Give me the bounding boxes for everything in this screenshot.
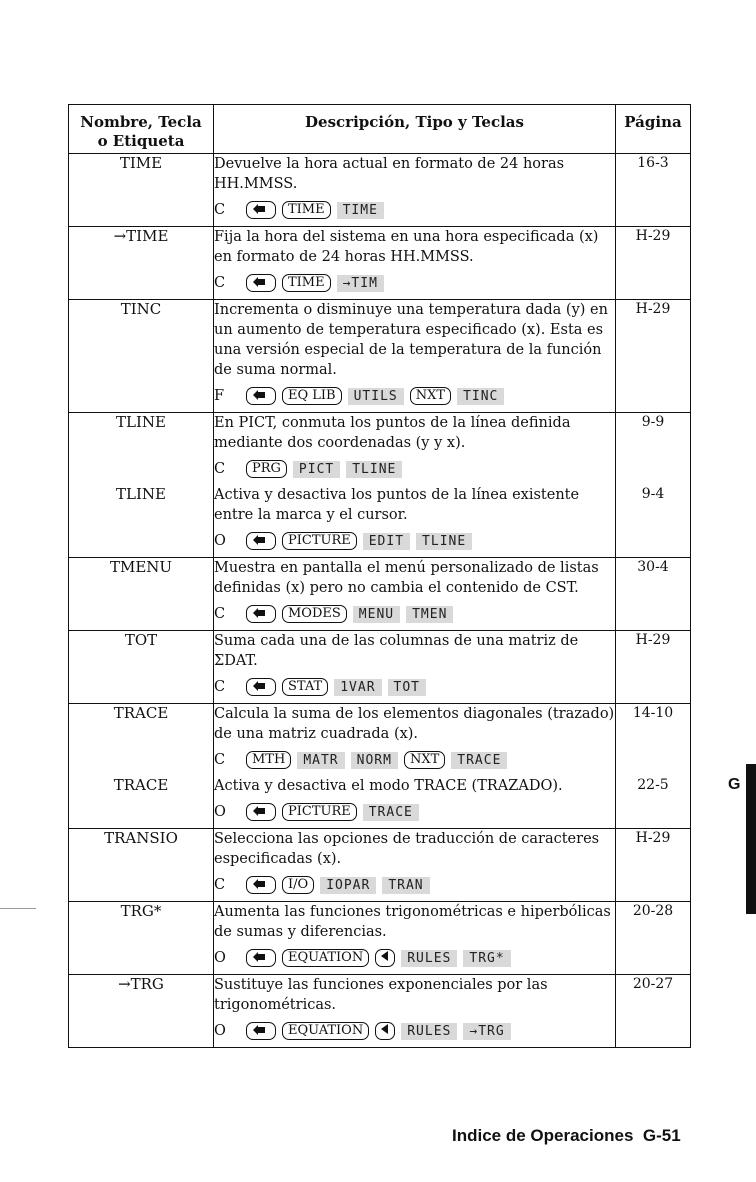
operation-description: Fija la hora del sistema en una hora especificada (x) en formato de 24 horas HH.MMSS. — [214, 229, 599, 265]
operation-type: C — [214, 679, 226, 695]
calculator-key: MODES — [282, 605, 347, 623]
left-shift-key-icon — [246, 605, 276, 623]
footer-page-number: G-51 — [642, 1126, 681, 1145]
key-sequence — [214, 384, 615, 408]
calculator-key: STAT — [282, 678, 328, 696]
menu-softkey: TLINE — [346, 461, 402, 478]
operation-type: F — [214, 388, 225, 404]
operations-table — [68, 104, 691, 1048]
calculator-key: MTH — [246, 751, 291, 769]
page-reference: 16-3 — [616, 154, 691, 227]
operation-type: C — [214, 461, 226, 477]
operation-type: C — [214, 606, 226, 622]
operation-description: Selecciona las opciones de traducción de caracteres especificadas (x). — [214, 831, 600, 867]
key-sequence — [214, 675, 615, 699]
menu-softkey: UTILS — [348, 388, 404, 405]
menu-softkey: NORM — [351, 752, 398, 769]
menu-softkey: TINC — [457, 388, 504, 405]
operation-type: O — [214, 1023, 226, 1039]
scan-line — [0, 908, 36, 909]
menu-softkey: →TRG — [463, 1023, 510, 1040]
table-row — [69, 829, 691, 902]
key-sequence — [214, 1019, 615, 1043]
operation-description-cell — [214, 704, 616, 777]
key-sequence — [214, 198, 615, 222]
left-shift-key-icon — [246, 678, 276, 696]
page-reference: 20-28 — [616, 902, 691, 975]
page-reference: 14-10 — [616, 704, 691, 777]
page-reference: 30-4 — [616, 558, 691, 631]
operation-type: C — [214, 752, 226, 768]
operation-description: Muestra en pantalla el menú personalizado de listas definidas (x) pero no cambia el contenido de CST. — [214, 560, 599, 596]
left-shift-key-icon — [246, 201, 276, 219]
calculator-key: EQ LIB — [282, 387, 342, 405]
operation-name: →TIME — [69, 227, 214, 300]
calculator-key: PICTURE — [282, 803, 357, 821]
menu-softkey: TRG* — [463, 950, 510, 967]
menu-softkey: 1VAR — [334, 679, 381, 696]
left-shift-key-icon — [246, 274, 276, 292]
operation-description-cell — [214, 776, 616, 829]
table-row — [69, 227, 691, 300]
operation-description: Suma cada una de las columnas de una matriz de ΣDAT. — [214, 633, 579, 669]
operation-name: TMENU — [69, 558, 214, 631]
menu-softkey: MATR — [297, 752, 344, 769]
key-sequence — [214, 271, 615, 295]
section-tab-bar — [746, 764, 756, 914]
operation-description: Devuelve la hora actual en formato de 24 horas HH.MMSS. — [214, 156, 565, 192]
operation-description: Sustituye las funciones exponenciales por las trigonométricas. — [214, 977, 548, 1013]
table-row — [69, 485, 691, 558]
calculator-key: TIME — [282, 201, 331, 219]
calculator-key: I/O — [282, 876, 314, 894]
operation-description: Activa y desactiva el modo TRACE (TRAZADO). — [214, 778, 563, 794]
page-footer — [452, 1126, 681, 1146]
left-shift-key-icon — [246, 532, 276, 550]
page-reference: H-29 — [616, 829, 691, 902]
operation-description: Calcula la suma de los elementos diagonales (trazado) de una matriz cuadrada (x). — [214, 706, 615, 742]
operation-name: TLINE — [69, 413, 214, 486]
menu-softkey: MENU — [353, 606, 400, 623]
menu-softkey: TOT — [388, 679, 426, 696]
table-row — [69, 902, 691, 975]
key-sequence — [214, 873, 615, 897]
operation-description-cell — [214, 975, 616, 1048]
operation-description-cell — [214, 631, 616, 704]
header-page: Página — [616, 105, 691, 154]
menu-softkey: TLINE — [416, 533, 472, 550]
table-header-row — [69, 105, 691, 154]
page-reference: 9-9 — [616, 413, 691, 486]
footer-section: Indice de Operaciones — [452, 1126, 634, 1145]
section-tab-letter: G — [728, 776, 741, 793]
operation-description-cell — [214, 829, 616, 902]
menu-softkey: EDIT — [363, 533, 410, 550]
operation-name: TOT — [69, 631, 214, 704]
menu-softkey: TRACE — [451, 752, 507, 769]
calculator-key: PICTURE — [282, 532, 357, 550]
operation-description-cell — [214, 413, 616, 486]
key-sequence — [214, 800, 615, 824]
left-arrow-key-icon — [375, 949, 395, 967]
key-sequence — [214, 602, 615, 626]
operation-name: TINC — [69, 300, 214, 413]
left-shift-key-icon — [246, 876, 276, 894]
menu-softkey: TRAN — [382, 877, 429, 894]
operation-description-cell — [214, 300, 616, 413]
page-reference: 20-27 — [616, 975, 691, 1048]
operation-name: TLINE — [69, 485, 214, 558]
operation-type: O — [214, 804, 226, 820]
page-reference: 9-4 — [616, 485, 691, 558]
menu-softkey: RULES — [401, 950, 457, 967]
operation-name: TRG* — [69, 902, 214, 975]
operation-description-cell — [214, 154, 616, 227]
calculator-key: PRG — [246, 460, 287, 478]
table-row — [69, 631, 691, 704]
menu-softkey: TMEN — [406, 606, 453, 623]
calculator-key: EQUATION — [282, 949, 369, 967]
header-description: Descripción, Tipo y Teclas — [214, 105, 616, 154]
page-reference: H-29 — [616, 300, 691, 413]
operation-description: Activa y desactiva los puntos de la línea existente entre la marca y el cursor. — [214, 487, 580, 523]
menu-softkey: TIME — [337, 202, 384, 219]
operation-description-cell — [214, 485, 616, 558]
left-arrow-key-icon — [375, 1022, 395, 1040]
table-row — [69, 776, 691, 829]
header-name: Nombre, Tecla o Etiqueta — [69, 105, 214, 154]
operation-description-cell — [214, 558, 616, 631]
operation-description: Incrementa o disminuye una temperatura dada (y) en un aumento de temperatura especificado (x). Esta es una versión especial de la temperatura de la función de suma normal. — [214, 302, 608, 378]
operation-type: C — [214, 275, 226, 291]
menu-softkey: RULES — [401, 1023, 457, 1040]
operation-description: Aumenta las funciones trigonométricas e hiperbólicas de sumas y diferencias. — [214, 904, 611, 940]
left-shift-key-icon — [246, 1022, 276, 1040]
table-row — [69, 413, 691, 486]
table-row — [69, 704, 691, 777]
table-row — [69, 154, 691, 227]
calculator-key: TIME — [282, 274, 331, 292]
operation-name: TRANSIO — [69, 829, 214, 902]
operation-name: →TRG — [69, 975, 214, 1048]
table-row — [69, 300, 691, 413]
table-row — [69, 558, 691, 631]
menu-softkey: PICT — [293, 461, 340, 478]
menu-softkey: TRACE — [363, 804, 419, 821]
table-row — [69, 975, 691, 1048]
left-shift-key-icon — [246, 803, 276, 821]
key-sequence — [214, 457, 615, 481]
operation-type: O — [214, 533, 226, 549]
page-reference: H-29 — [616, 227, 691, 300]
calculator-key: NXT — [410, 387, 451, 405]
key-sequence — [214, 748, 615, 772]
operation-description: En PICT, conmuta los puntos de la línea definida mediante dos coordenadas (y y x). — [214, 415, 571, 451]
operation-type: C — [214, 202, 226, 218]
operation-name: TIME — [69, 154, 214, 227]
page-reference: H-29 — [616, 631, 691, 704]
key-sequence — [214, 946, 615, 970]
operation-type: O — [214, 950, 226, 966]
operation-name: TRACE — [69, 776, 214, 829]
menu-softkey: →TIM — [337, 275, 384, 292]
calculator-key: NXT — [404, 751, 445, 769]
left-shift-key-icon — [246, 387, 276, 405]
operation-description-cell — [214, 227, 616, 300]
page-reference: 22-5 — [616, 776, 691, 829]
key-sequence — [214, 529, 615, 553]
operation-type: C — [214, 877, 226, 893]
menu-softkey: IOPAR — [320, 877, 376, 894]
calculator-key: EQUATION — [282, 1022, 369, 1040]
left-shift-key-icon — [246, 949, 276, 967]
operation-description-cell — [214, 902, 616, 975]
operation-name: TRACE — [69, 704, 214, 777]
